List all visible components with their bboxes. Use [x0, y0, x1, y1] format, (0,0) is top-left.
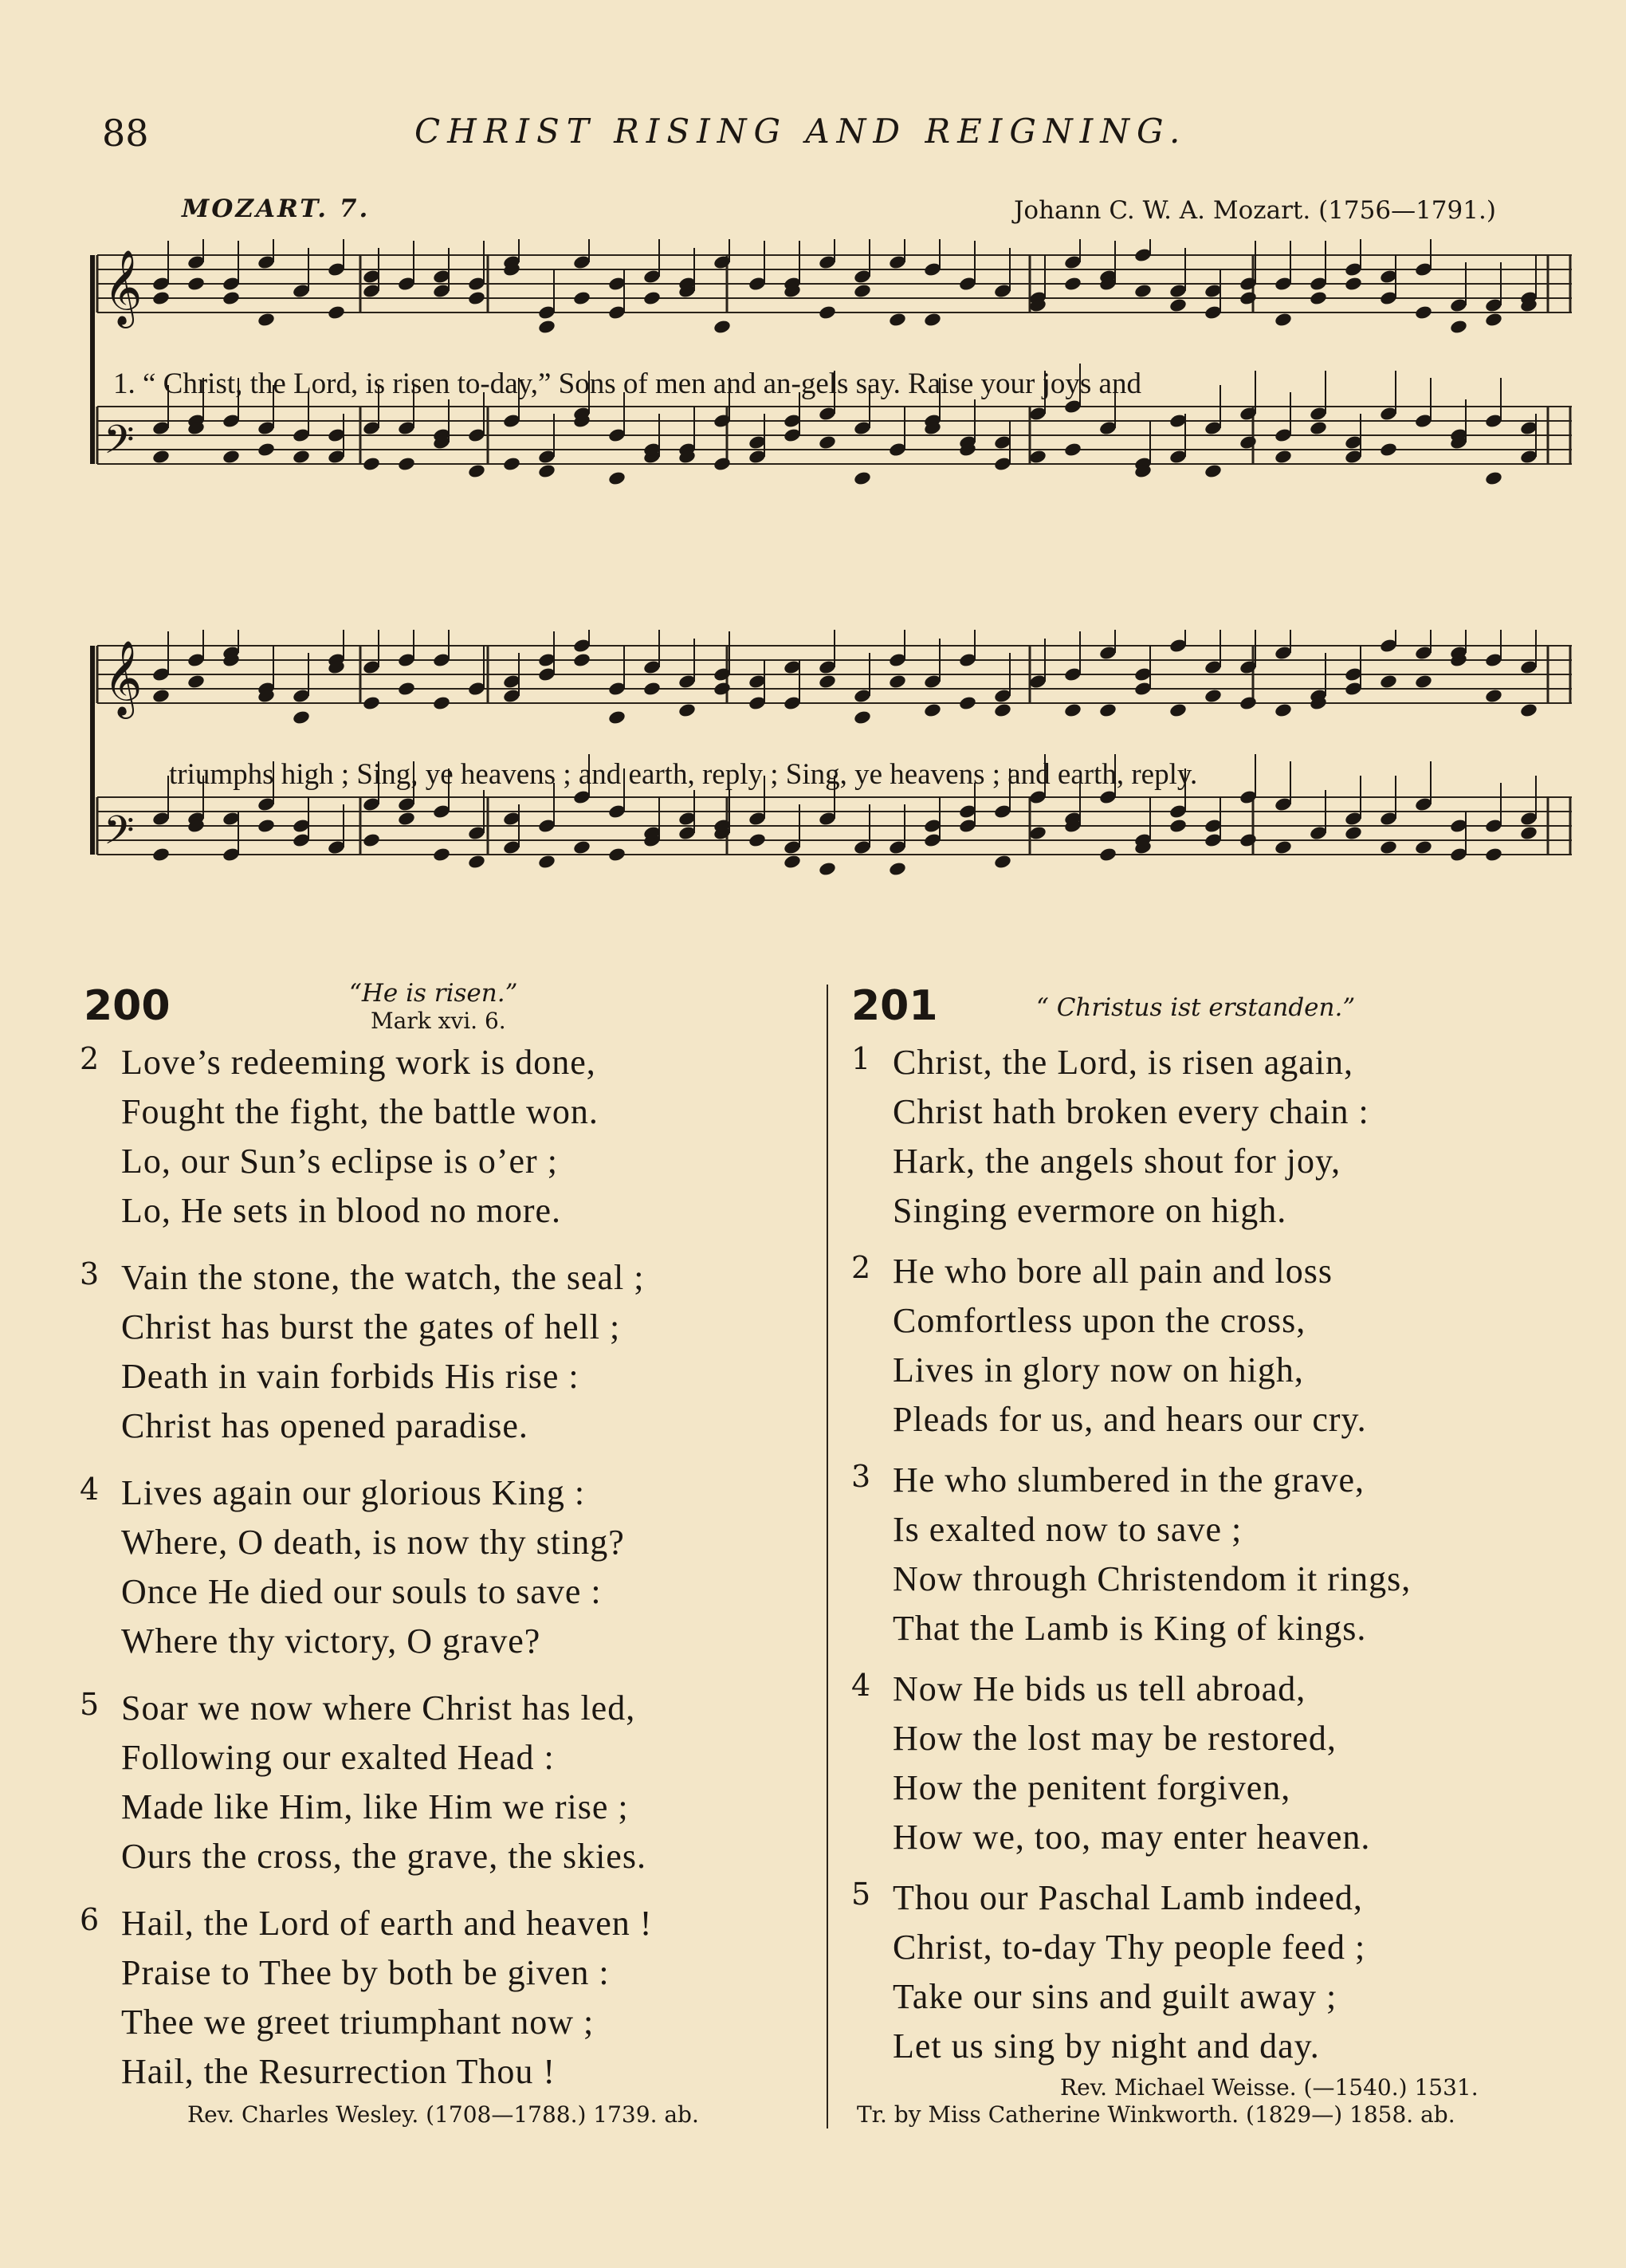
- notehead: [257, 818, 276, 834]
- verse-number: 3: [80, 1256, 100, 1291]
- notehead: [1309, 290, 1328, 306]
- running-head: CHRIST RISING AND REIGNING.: [414, 112, 1188, 151]
- verse-line: Vain the stone, the watch, the seal ;: [121, 1258, 645, 1297]
- notehead: [1274, 702, 1293, 718]
- verse-line: Thou our Paschal Lamb indeed,: [893, 1878, 1363, 1917]
- notehead: [1379, 674, 1398, 690]
- notehead: [1028, 449, 1047, 465]
- verse-line: Once He died our souls to save :: [121, 1572, 602, 1611]
- notehead: [818, 674, 837, 690]
- notehead: [1274, 449, 1293, 465]
- verse-line: Now He bids us tell abroad,: [893, 1669, 1306, 1708]
- notehead: [1098, 702, 1117, 718]
- notehead: [1274, 312, 1293, 328]
- notehead: [502, 456, 521, 472]
- notehead: [187, 674, 206, 690]
- verse-line: Soar we now where Christ has led,: [121, 1688, 636, 1728]
- notehead: [432, 847, 451, 863]
- verse-number: 4: [851, 1668, 871, 1703]
- notehead: [537, 854, 556, 870]
- notehead: [1239, 832, 1258, 848]
- verse-number: 4: [80, 1472, 100, 1507]
- notehead: [397, 811, 416, 827]
- notehead: [1379, 442, 1398, 458]
- notehead: [362, 456, 381, 472]
- verse-line: Praise to Thee by both be given :: [121, 1953, 610, 1992]
- notehead: [1168, 702, 1188, 718]
- notehead: [187, 276, 206, 292]
- verse-line: Where thy victory, O grave?: [121, 1621, 541, 1661]
- notehead: [1414, 839, 1433, 855]
- notehead: [572, 290, 591, 306]
- notehead: [1519, 702, 1538, 718]
- notehead: [1414, 674, 1433, 690]
- notehead: [1168, 297, 1188, 313]
- notehead: [678, 702, 697, 718]
- notehead: [1379, 839, 1398, 855]
- notehead: [1274, 839, 1293, 855]
- notehead: [993, 854, 1012, 870]
- verse-line: Now through Christendom it rings,: [893, 1559, 1412, 1598]
- verse-line: Christ has burst the gates of hell ;: [121, 1307, 621, 1346]
- notehead: [151, 688, 171, 704]
- notehead: [222, 290, 241, 306]
- music-system-1: [89, 239, 1580, 526]
- verse-line: Lo, He sets in blood no more.: [121, 1191, 562, 1230]
- notehead: [151, 290, 171, 306]
- verse-line: Comfortless upon the cross,: [893, 1301, 1306, 1340]
- notehead: [467, 290, 486, 306]
- notehead: [292, 449, 311, 465]
- notehead: [151, 449, 171, 465]
- hymn-201-translator-credit: Tr. by Miss Catherine Winkworth. (1829—) 1858. ab.: [857, 2101, 1455, 2128]
- notehead: [888, 861, 907, 877]
- verse-number: 3: [851, 1459, 871, 1494]
- notehead: [888, 312, 907, 328]
- notehead: [257, 442, 276, 458]
- verse-line: Pleads for us, and hears our cry.: [893, 1400, 1367, 1439]
- verse-line: Ours the cross, the grave, the skies.: [121, 1837, 646, 1876]
- notehead: [993, 702, 1012, 718]
- notehead: [1484, 312, 1503, 328]
- hymn-200-scripture-ref: Mark xvi. 6.: [371, 1008, 506, 1034]
- verse-number: 5: [80, 1687, 100, 1722]
- notehead: [642, 290, 662, 306]
- verse-number: 2: [851, 1250, 871, 1285]
- treble-clef-icon: 𝄞: [104, 250, 143, 325]
- hymn-200-author-credit: Rev. Charles Wesley. (1708—1788.) 1739. ab.: [187, 2101, 699, 2128]
- notehead: [1063, 442, 1082, 458]
- verse-number: 2: [80, 1041, 100, 1076]
- verse-line: Christ, to-day Thy people feed ;: [893, 1928, 1366, 1967]
- hymn-201-title: “ Christus ist erstanden.”: [1036, 993, 1356, 1022]
- notehead: [362, 695, 381, 711]
- notehead: [713, 319, 732, 335]
- verse-line: He who bore all pain and loss: [893, 1252, 1333, 1291]
- verse-line: Let us sing by night and day.: [893, 2026, 1320, 2066]
- notehead: [292, 709, 311, 725]
- notehead: [1133, 283, 1153, 299]
- bass-clef-icon: 𝄢: [104, 417, 135, 473]
- notehead: [467, 463, 486, 479]
- lyrics-line-1: 1. “ Christ, the Lord, is risen to-day,” Sons of men and an-gels say. Raise your joys and: [113, 368, 1141, 400]
- notehead: [1414, 305, 1433, 320]
- hymn-201-author-credit: Rev. Michael Weisse. (—1540.) 1531.: [1060, 2074, 1479, 2101]
- notehead: [713, 456, 732, 472]
- notehead: [1344, 825, 1363, 841]
- notehead: [923, 312, 942, 328]
- lyrics-line-2: triumphs high ; Sing, ye heavens ; and earth, reply ; Sing, ye heavens ; and earth, reply.: [169, 758, 1198, 791]
- notehead: [958, 695, 977, 711]
- verse-line: Thee we greet triumphant now ;: [121, 2003, 595, 2042]
- hymn-200-title: “He is risen.”: [349, 979, 518, 1008]
- notehead: [818, 434, 837, 450]
- verse-line: That the Lamb is King of kings.: [893, 1609, 1367, 1648]
- notehead: [537, 463, 556, 479]
- verse-line: He who slumbered in the grave,: [893, 1460, 1365, 1500]
- verse-line: Hail, the Resurrection Thou !: [121, 2052, 556, 2091]
- notehead: [748, 832, 767, 848]
- notehead: [642, 681, 662, 697]
- treble-clef-icon: 𝄞: [104, 640, 143, 716]
- verse-line: How we, too, may enter heaven.: [893, 1818, 1371, 1857]
- music-system-2: [89, 630, 1580, 917]
- notehead: [222, 449, 241, 465]
- verse-line: Love’s redeeming work is done,: [121, 1043, 596, 1082]
- notehead: [432, 695, 451, 711]
- notehead: [1204, 463, 1223, 479]
- notehead: [572, 839, 591, 855]
- composer-credit: Johann C. W. A. Mozart. (1756—1791.): [1014, 196, 1496, 225]
- notehead: [1309, 420, 1328, 436]
- notehead: [1484, 470, 1503, 486]
- notehead: [397, 456, 416, 472]
- notehead: [783, 854, 802, 870]
- notehead: [607, 709, 626, 725]
- page-number: 88: [102, 112, 149, 155]
- notehead: [1204, 688, 1223, 704]
- hymn-number-201: 201: [851, 982, 938, 1030]
- bass-clef-icon: 𝄢: [104, 808, 135, 863]
- notehead: [853, 470, 872, 486]
- notehead: [607, 470, 626, 486]
- tune-name: MOZART. 7.: [182, 195, 371, 223]
- notehead: [397, 681, 416, 697]
- column-divider: [827, 985, 828, 2128]
- notehead: [1484, 688, 1503, 704]
- notehead: [1063, 276, 1082, 292]
- notehead: [1063, 702, 1082, 718]
- notehead: [818, 861, 837, 877]
- hymn-number-200: 200: [84, 982, 171, 1030]
- notehead: [853, 283, 872, 299]
- notehead: [572, 652, 591, 668]
- notehead: [1484, 847, 1503, 863]
- verse-line: Where, O death, is now thy sting?: [121, 1523, 625, 1562]
- verse-line: Made like Him, like Him we rise ;: [121, 1787, 629, 1826]
- notehead: [818, 305, 837, 320]
- verse-line: Lo, our Sun’s eclipse is o’er ;: [121, 1142, 558, 1181]
- notehead: [1168, 818, 1188, 834]
- verse-line: Singing evermore on high.: [893, 1191, 1287, 1230]
- verse-line: Fought the fight, the battle won.: [121, 1092, 599, 1131]
- verse-line: Is exalted now to save ;: [893, 1510, 1243, 1549]
- verse-line: Lives in glory now on high,: [893, 1350, 1304, 1389]
- notehead: [888, 674, 907, 690]
- verse-line: Lives again our glorious King :: [121, 1473, 586, 1512]
- notehead: [1098, 847, 1117, 863]
- notehead: [327, 305, 346, 320]
- verse-line: Hark, the angels shout for joy,: [893, 1142, 1341, 1181]
- notehead: [467, 854, 486, 870]
- verse-number: 5: [851, 1877, 871, 1912]
- verse-line: Christ, the Lord, is risen again,: [893, 1043, 1354, 1082]
- notehead: [1239, 434, 1258, 450]
- notehead: [1344, 276, 1363, 292]
- verse-line: Hail, the Lord of earth and heaven !: [121, 1904, 653, 1943]
- notehead: [362, 832, 381, 848]
- notehead: [151, 847, 171, 863]
- verse-line: Christ has opened paradise.: [121, 1406, 528, 1445]
- notehead: [1449, 319, 1468, 335]
- notehead: [537, 319, 556, 335]
- verse-line: Death in vain forbids His rise :: [121, 1357, 579, 1396]
- notehead: [923, 702, 942, 718]
- verse-line: Following our exalted Head :: [121, 1738, 555, 1777]
- notehead: [1239, 290, 1258, 306]
- verse-line: Take our sins and guilt away ;: [893, 1977, 1337, 2016]
- notehead: [607, 847, 626, 863]
- notehead: [257, 312, 276, 328]
- verse-line: How the lost may be restored,: [893, 1719, 1337, 1758]
- verse-number: 1: [851, 1041, 871, 1076]
- verse-line: Christ hath broken every chain :: [893, 1092, 1369, 1131]
- notehead: [1519, 825, 1538, 841]
- notehead: [1028, 825, 1047, 841]
- verse-line: How the penitent forgiven,: [893, 1768, 1291, 1807]
- notehead: [1239, 695, 1258, 711]
- notehead: [853, 709, 872, 725]
- verse-number: 6: [80, 1902, 100, 1937]
- notehead: [713, 681, 732, 697]
